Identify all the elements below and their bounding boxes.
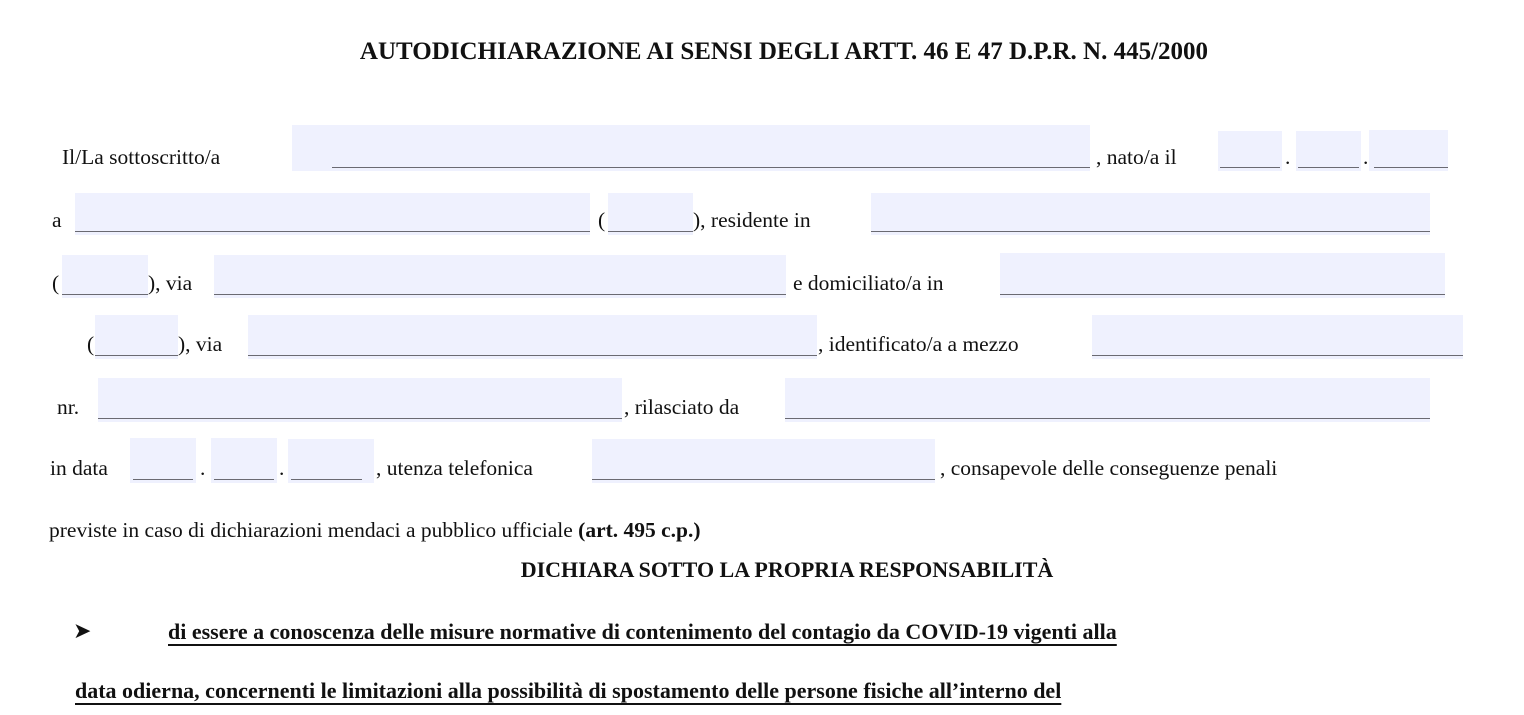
- date-separator: .: [1363, 145, 1369, 169]
- id-issued-by-field[interactable]: [785, 378, 1430, 422]
- birth-place-field[interactable]: [75, 193, 590, 235]
- birth-month-input[interactable]: [1296, 131, 1361, 171]
- issue-year-input[interactable]: [288, 439, 374, 483]
- penalty-article: (art. 495 c.p.): [578, 518, 701, 542]
- birth-place-input[interactable]: [75, 193, 590, 235]
- label-phone: , utenza telefonica: [376, 456, 533, 480]
- date-separator: .: [279, 456, 285, 480]
- birth-year-input[interactable]: [1369, 130, 1448, 171]
- date-separator: .: [200, 456, 206, 480]
- issue-day-input[interactable]: [130, 438, 196, 483]
- document-title: AUTODICHIARAZIONE AI SENSI DEGLI ARTT. 46 E 47 D.P.R. N. 445/2000: [359, 38, 1209, 65]
- birth-month-field[interactable]: [1296, 131, 1361, 171]
- id-document-field[interactable]: [1092, 315, 1463, 359]
- label-issued-by: , rilasciato da: [624, 395, 740, 419]
- phone-field[interactable]: [592, 439, 935, 483]
- penalty-text: previste in caso di dichiarazioni mendaci a pubblico ufficiale: [49, 518, 579, 542]
- label-number: nr.: [57, 395, 80, 419]
- residence-street-field[interactable]: [214, 255, 786, 298]
- issue-day-field[interactable]: [130, 438, 196, 483]
- declaration-line-1: di essere a conoscenza delle misure normative di contenimento del contagio da COVID-19 vigenti alla: [168, 619, 1117, 644]
- label-domiciled-in: e domiciliato/a in: [793, 271, 944, 295]
- residence-province-field[interactable]: [62, 255, 148, 298]
- label-on-date: in data: [50, 456, 108, 480]
- residence-street-input[interactable]: [214, 255, 786, 298]
- residence-city-field[interactable]: [871, 193, 1430, 235]
- full-name-field[interactable]: [292, 125, 1090, 171]
- birth-day-field[interactable]: [1218, 131, 1282, 171]
- arrow-bullet-icon: ➤: [73, 619, 92, 644]
- id-issued-by-input[interactable]: [785, 378, 1430, 422]
- birth-province-field[interactable]: [608, 193, 693, 235]
- date-separator: .: [1285, 145, 1291, 169]
- label-undersigned: Il/La sottoscritto/a: [62, 145, 221, 169]
- paren-open: (: [598, 208, 606, 232]
- id-number-input[interactable]: [98, 378, 622, 422]
- label-resident-in: ), residente in: [693, 208, 811, 232]
- birth-day-input[interactable]: [1218, 131, 1282, 171]
- domicile-street-field[interactable]: [248, 315, 817, 359]
- id-number-field[interactable]: [98, 378, 622, 422]
- residence-city-input[interactable]: [871, 193, 1430, 235]
- domicile-province-input[interactable]: [95, 315, 178, 359]
- issue-month-input[interactable]: [211, 438, 277, 483]
- label-born-on: , nato/a il: [1096, 145, 1177, 169]
- birth-year-field[interactable]: [1369, 130, 1448, 171]
- id-document-input[interactable]: [1092, 315, 1463, 359]
- paren-open: (: [87, 332, 95, 356]
- declaration-line-2: data odierna, concernenti le limitazioni alla possibilità di spostamento delle persone fisiche all’interno del: [75, 678, 1062, 703]
- phone-input[interactable]: [592, 439, 935, 483]
- issue-year-field[interactable]: [288, 439, 374, 483]
- domicile-city-input[interactable]: [1000, 253, 1445, 298]
- paren-open: (: [52, 271, 60, 295]
- birth-province-input[interactable]: [608, 193, 693, 235]
- domicile-province-field[interactable]: [95, 315, 178, 359]
- label-street: ), via: [148, 271, 193, 295]
- label-identified-by: , identificato/a a mezzo: [818, 332, 1019, 356]
- domicile-city-field[interactable]: [1000, 253, 1445, 298]
- label-aware-of-penalties: , consapevole delle conseguenze penali: [940, 456, 1278, 480]
- full-name-input[interactable]: [292, 125, 1090, 171]
- residence-province-input[interactable]: [62, 255, 148, 298]
- penalty-statement: [49, 517, 701, 543]
- domicile-street-input[interactable]: [248, 315, 817, 359]
- declaration-heading: DICHIARA SOTTO LA PROPRIA RESPONSABILITÀ: [520, 557, 1054, 582]
- issue-month-field[interactable]: [211, 438, 277, 483]
- label-street: ), via: [178, 332, 223, 356]
- label-in: a: [52, 208, 62, 232]
